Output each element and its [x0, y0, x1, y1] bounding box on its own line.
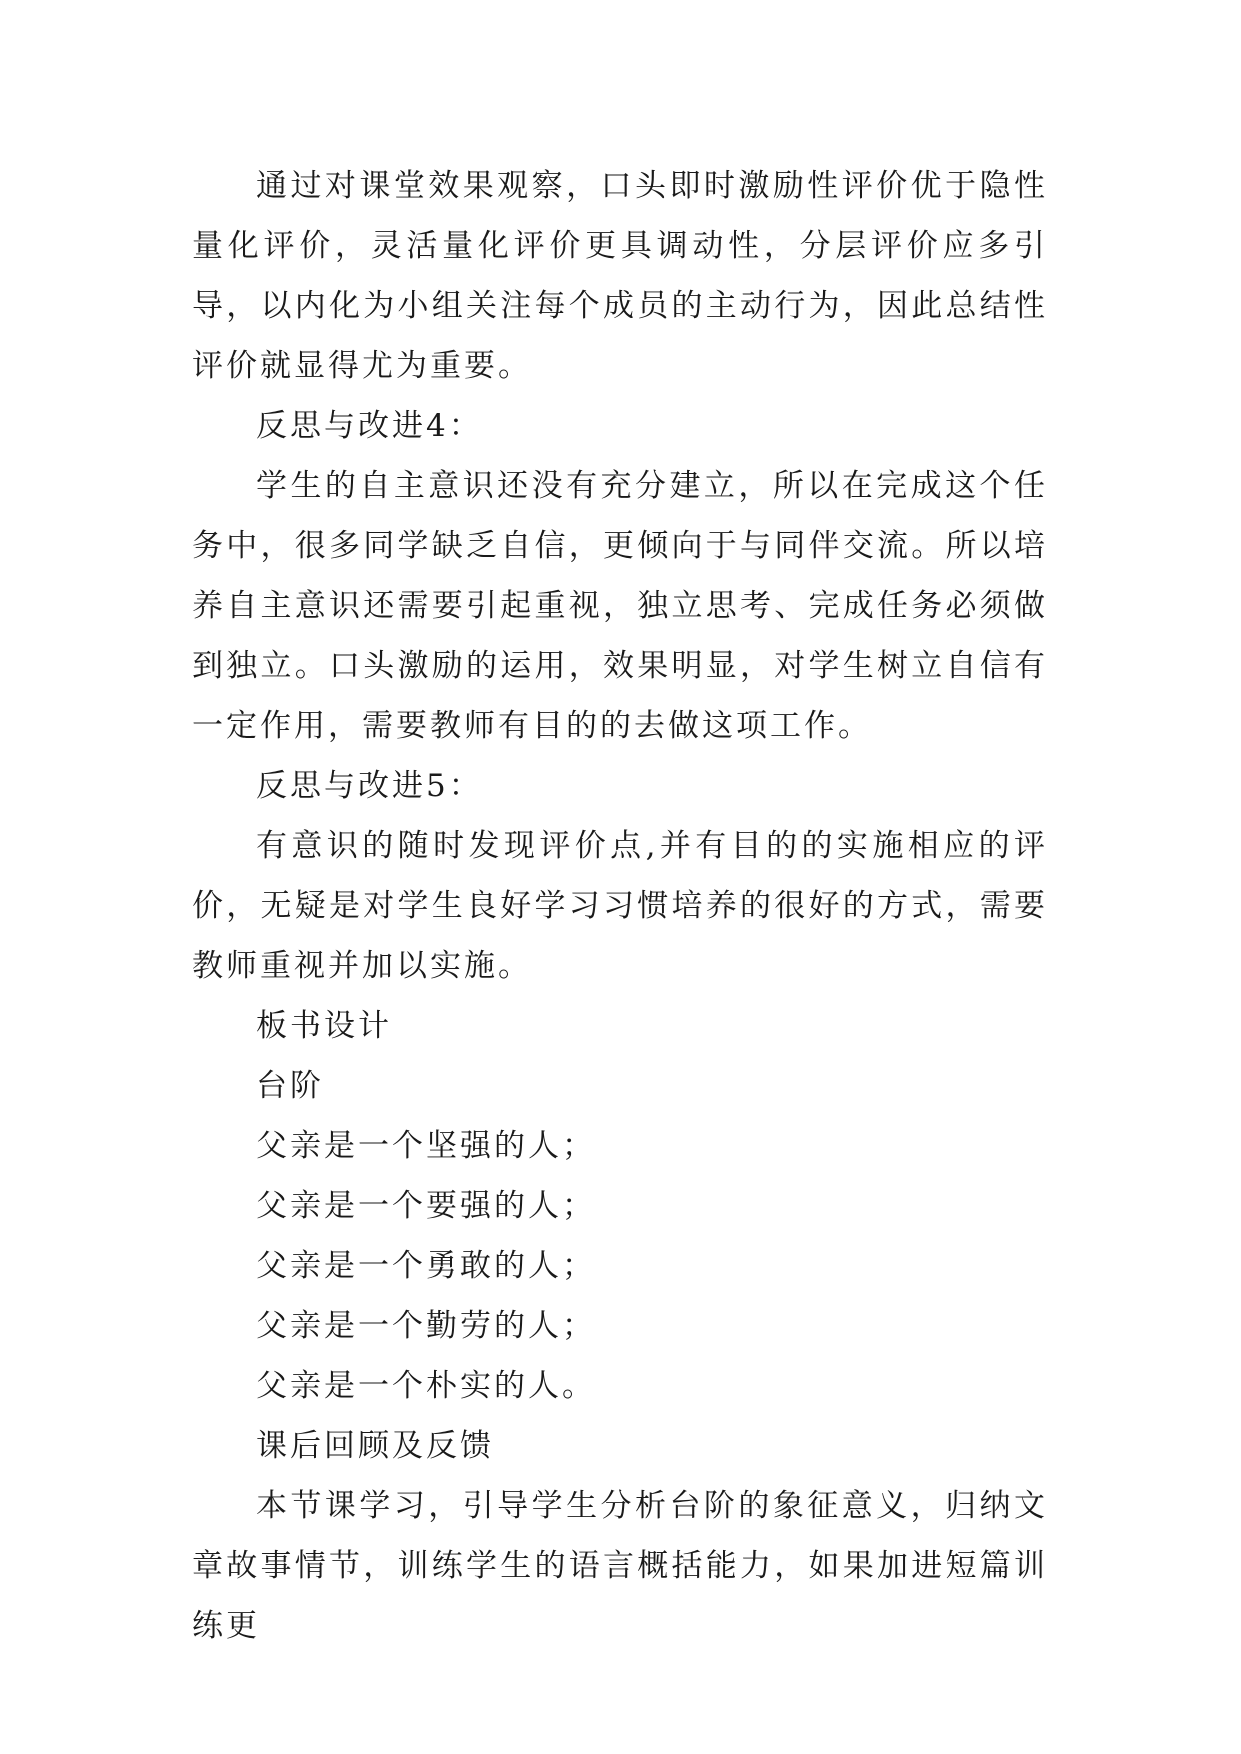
paragraph-evaluation-observation: 通过对课堂效果观察，口头即时激励性评价优于隐性量化评价，灵活量化评价更具调动性，分层评价应多引导，以内化为小组关注每个成员的主动行为，因此总结性评价就显得尤为重要。 [192, 168, 1048, 384]
board-line: 父亲是一个要强的人； [256, 1188, 596, 1224]
board-line: 父亲是一个朴实的人。 [256, 1368, 596, 1404]
paragraph-autonomy-awareness: 学生的自主意识还没有充分建立，所以在完成这个任务中，很多同学缺乏自信，更倾向于与同伴交流。所以培养自主意识还需要引起重视，独立思考、完成任务必须做到独立。口头激励的运用，效果明显，对学生树立自信有一定作用，需要教师有目的的去做这项工作。 [192, 468, 1048, 744]
heading-board-design: 板书设计 [256, 1008, 392, 1044]
paragraph-evaluation-points: 有意识的随时发现评价点,并有目的的实施相应的评价，无疑是对学生良好学习习惯培养的很好的方式，需要教师重视并加以实施。 [192, 828, 1048, 984]
heading-review-feedback: 课后回顾及反馈 [256, 1428, 494, 1464]
board-line: 父亲是一个坚强的人； [256, 1128, 596, 1164]
heading-reflection-5: 反思与改进5： [256, 768, 483, 804]
board-title: 台阶 [256, 1068, 324, 1104]
paragraph-lesson-summary: 本节课学习，引导学生分析台阶的象征意义，归纳文章故事情节，训练学生的语言概括能力，如果加进短篇训练更 [192, 1488, 1048, 1644]
heading-reflection-4: 反思与改进4： [256, 408, 483, 444]
board-line: 父亲是一个勇敢的人； [256, 1248, 596, 1284]
board-line: 父亲是一个勤劳的人； [256, 1308, 596, 1344]
document-body [192, 156, 1048, 1656]
